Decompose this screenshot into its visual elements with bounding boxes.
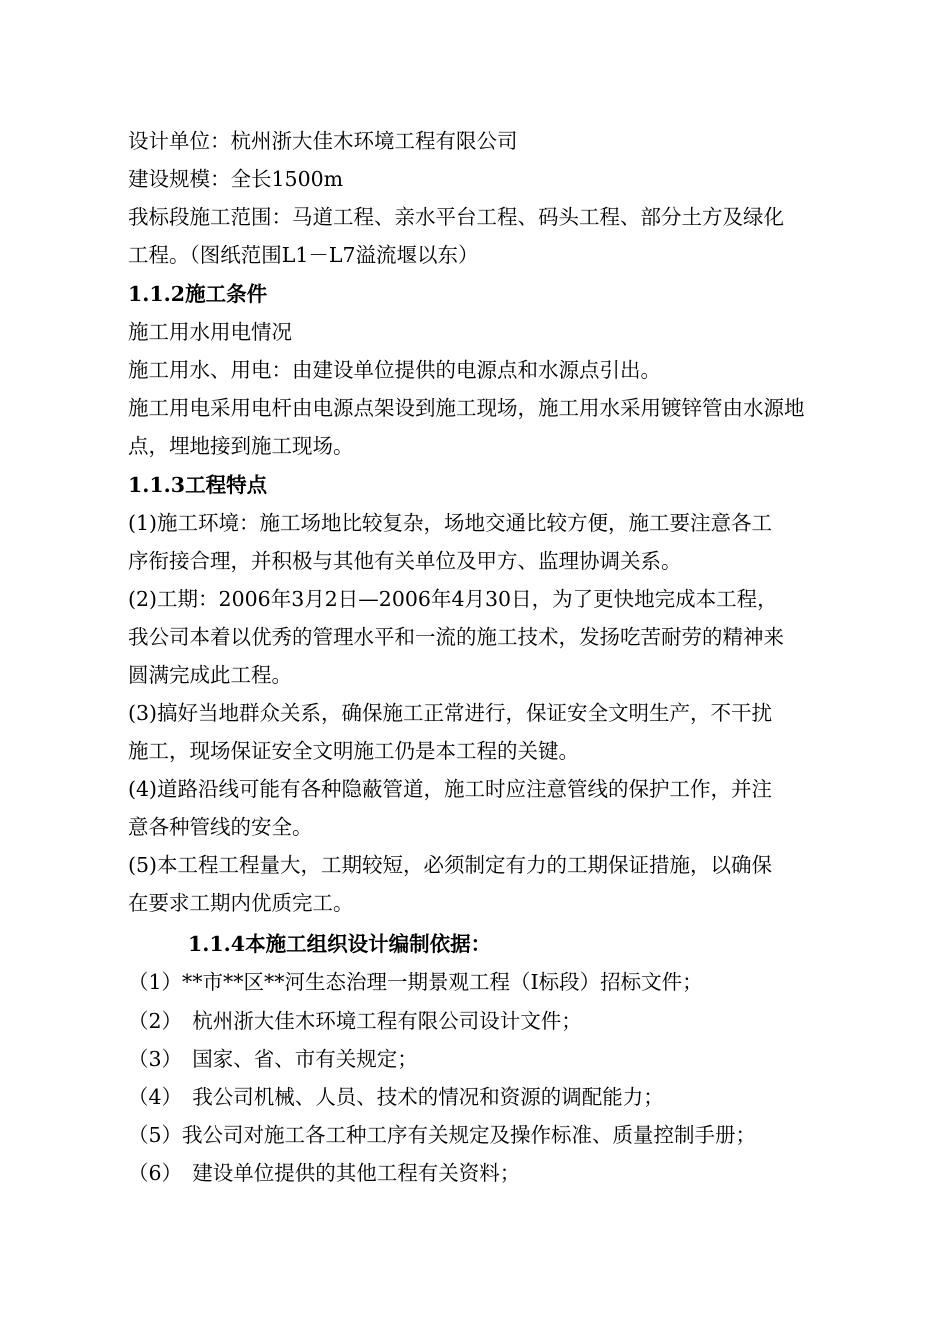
section-heading-1-1-3: 1.1.3工程特点 [128,473,268,497]
list-item-line: 在要求工期内优质完工。 [128,891,354,915]
paragraph-line: 点，埋地接到施工现场。 [128,434,354,458]
list-item-line: 序衔接合理，并积极与其他有关单位及甲方、监理协调关系。 [128,549,682,573]
construction-scale-line: 建设规模：全长1500m [128,167,344,191]
basis-item-line: （6） 建设单位提供的其他工程有关资料； [128,1161,521,1185]
list-item-line: 圆满完成此工程。 [128,663,292,687]
scope-line-cont: 工程。（图纸范围L1－L7溢流堰以东） [128,243,479,267]
list-item-line: (2)工期：2006年3月2日—2006年4月30日，为了更快地完成本工程， [128,587,778,611]
paragraph-line: 施工用水用电情况 [128,320,292,344]
basis-item-line: （2） 杭州浙大佳木环境工程有限公司设计文件； [128,1009,582,1033]
list-item-line: 我公司本着以优秀的管理水平和一流的施工技术，发扬吃苦耐劳的精神来 [128,625,784,649]
design-unit-line: 设计单位：杭州浙大佳木环境工程有限公司 [128,129,518,153]
list-item-line: (5)本工程工程量大，工期较短，必须制定有力的工期保证措施，以确保 [128,853,773,877]
paragraph-line: 施工用电采用电杆由电源点架设到施工现场，施工用水采用镀锌管由水源地 [128,396,805,420]
section-heading-1-1-2: 1.1.2施工条件 [128,282,268,306]
list-item-line: 意各种管线的安全。 [128,815,313,839]
list-item-line: (3)搞好当地群众关系，确保施工正常进行，保证安全文明生产，不干扰 [128,701,773,725]
basis-item-line: （5）我公司对施工各工种工序有关规定及操作标准、质量控制手册； [128,1123,757,1147]
list-item-line: (4)道路沿线可能有各种隐蔽管道，施工时应注意管线的保护工作，并注 [128,777,773,801]
basis-item-line: （1）**市**区**河生态治理一期景观工程（Ⅰ标段）招标文件； [128,970,703,994]
basis-item-line: （4） 我公司机械、人员、技术的情况和资源的调配能力； [128,1085,664,1109]
list-item-line: (1)施工环境：施工场地比较复杂，场地交通比较方便，施工要注意各工 [128,511,773,535]
scope-line: 我标段施工范围：马道工程、亲水平台工程、码头工程、部分土方及绿化 [128,205,784,229]
paragraph-line: 施工用水、用电：由建设单位提供的电源点和水源点引出。 [128,358,661,382]
section-heading-1-1-4: 1.1.4本施工组织设计编制依据： [188,932,492,956]
basis-item-line: （3） 国家、省、市有关规定； [128,1047,418,1071]
list-item-line: 施工，现场保证安全文明施工仍是本工程的关键。 [128,739,579,763]
